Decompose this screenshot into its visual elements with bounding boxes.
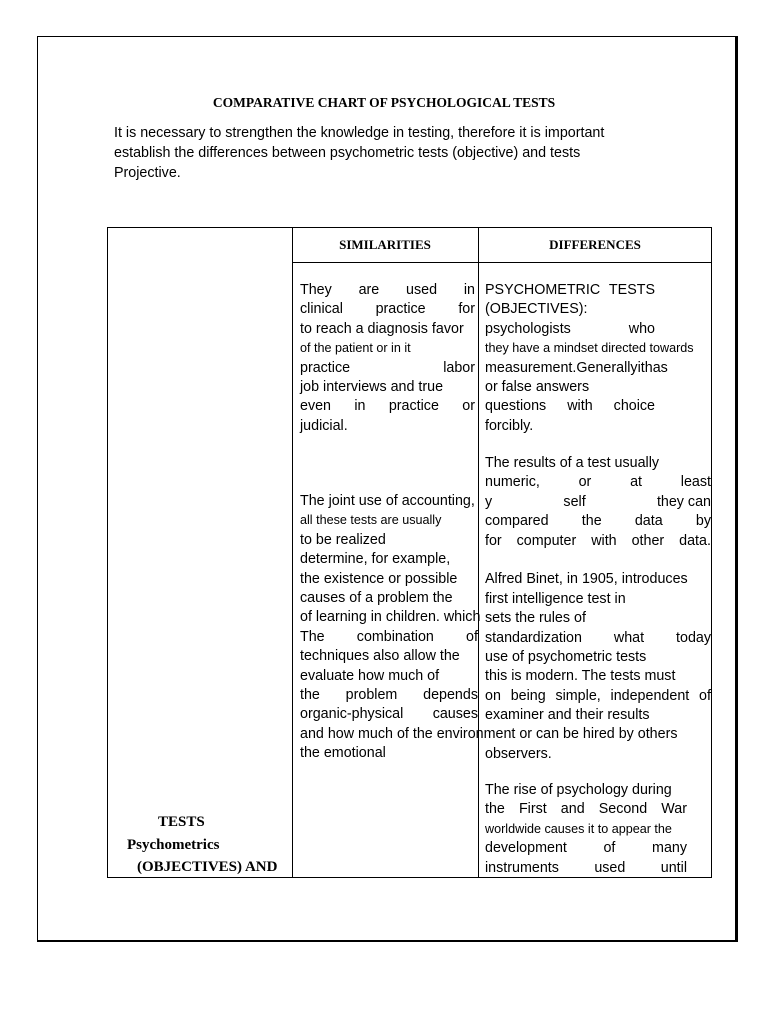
cell-word: sets the rules of	[485, 610, 586, 627]
cell-word: computer	[516, 532, 577, 549]
cell-word: First	[518, 801, 547, 818]
cell-word: with	[567, 398, 593, 415]
cell-word: job interviews and true	[300, 379, 444, 396]
cell-line	[485, 687, 711, 706]
cell-line	[485, 300, 655, 319]
cell-line	[485, 512, 711, 531]
cell-line	[485, 839, 687, 858]
cell-word: of	[466, 628, 478, 645]
cell-line	[485, 493, 711, 512]
cell-line	[485, 454, 711, 473]
cell-word: the existence or possible	[300, 570, 458, 587]
cell-line	[300, 686, 478, 705]
cell-line	[300, 744, 478, 763]
cell-word: They	[300, 282, 332, 298]
cell-line	[485, 281, 655, 300]
document-title: COMPARATIVE CHART OF PSYCHOLOGICAL TESTS	[212, 95, 556, 110]
cell-line	[485, 706, 711, 725]
cell-word: questions	[485, 398, 547, 415]
cell-word: evaluate how much of	[300, 667, 440, 684]
cell-word: other	[631, 532, 665, 549]
cell-word: to reach a diagnosis favor	[300, 320, 464, 337]
similarities-cell-text	[300, 281, 475, 436]
cell-word: compared	[485, 513, 549, 530]
cell-line	[485, 320, 655, 339]
cell-word: organic-physical	[300, 706, 404, 723]
cell-word: has	[644, 359, 668, 376]
cell-word: simple,	[555, 687, 601, 704]
cell-word: Alfred Binet, in 1905, introduces	[485, 571, 688, 588]
cell-line	[485, 609, 711, 628]
cell-line	[485, 473, 711, 492]
cell-word: and how much of the environment or can be hired by others	[300, 725, 678, 742]
header-similarities: SIMILARITIES	[339, 237, 431, 252]
intro-line: It is necessary to strengthen the knowledge in testing, therefore it is important	[114, 125, 605, 141]
differences-cell-text	[485, 281, 694, 436]
cell-word: least	[680, 474, 711, 491]
cell-line	[485, 859, 687, 878]
cell-line	[300, 492, 478, 511]
cell-word: standardization	[485, 629, 582, 646]
cell-line	[485, 781, 687, 800]
cell-word: in	[463, 282, 475, 298]
row-label-objectives: (OBJECTIVES) AND	[137, 859, 278, 875]
cell-word: development	[485, 840, 567, 857]
cell-word: choice	[613, 398, 655, 415]
cell-word: of the patient or in it	[300, 341, 411, 356]
cell-word: worldwide causes it to appear the	[485, 821, 672, 836]
cell-word: observers.	[485, 746, 552, 763]
cell-word: practice	[375, 301, 426, 318]
cell-word: even	[300, 398, 332, 415]
cell-word: self	[563, 493, 586, 510]
cell-line	[485, 378, 655, 397]
cell-line	[300, 359, 475, 378]
column-divider	[478, 227, 479, 878]
intro-line: establish the differences between psychometric tests (objective) and tests	[114, 144, 581, 161]
cell-word: forcibly.	[485, 417, 534, 434]
cell-line	[300, 511, 478, 530]
cell-word: and	[560, 801, 585, 818]
cell-word: the	[485, 801, 505, 818]
cell-word: for	[458, 301, 475, 318]
cell-word: techniques also allow the	[300, 648, 460, 665]
row-label-psychometrics: Psychometrics	[127, 837, 220, 853]
cell-line	[300, 378, 475, 397]
cell-line	[300, 531, 478, 550]
cell-line	[300, 320, 475, 339]
cell-word: examiner and their results	[485, 707, 650, 724]
cell-word: what	[613, 629, 645, 646]
cell-word: PSYCHOMETRIC	[485, 282, 601, 298]
cell-line	[485, 551, 711, 570]
cell-word: y	[485, 493, 493, 510]
cell-word: by	[695, 513, 711, 530]
cell-line	[300, 417, 475, 436]
cell-word: of	[603, 840, 616, 857]
cell-line	[300, 300, 475, 319]
cell-word: independent	[610, 687, 690, 704]
cell-line	[485, 397, 655, 416]
cell-line	[485, 532, 711, 551]
cell-word: War	[661, 801, 687, 818]
cell-line	[485, 417, 655, 436]
cell-word: measurement.	[485, 359, 577, 376]
cell-line	[300, 725, 678, 744]
cell-word: who	[628, 320, 655, 337]
cell-line	[300, 647, 478, 666]
cell-line	[300, 339, 475, 358]
cell-line	[300, 550, 478, 569]
cell-word: the	[581, 513, 602, 530]
cell-line	[300, 397, 475, 416]
header-divider	[292, 262, 712, 263]
cell-line	[485, 359, 668, 378]
cell-word: determine, for example,	[300, 551, 451, 568]
cell-line	[300, 608, 481, 627]
cell-word: first intelligence test in	[485, 590, 626, 607]
cell-line	[485, 629, 711, 648]
cell-word: many	[652, 840, 687, 857]
cell-line	[485, 820, 687, 839]
cell-line	[485, 339, 694, 358]
cell-word: until	[660, 859, 687, 876]
cell-word: numeric,	[485, 474, 540, 491]
cell-word: causes of a problem the	[300, 590, 453, 607]
cell-line	[485, 726, 711, 745]
cell-word: data.	[679, 532, 711, 549]
cell-word: Second	[598, 801, 648, 818]
cell-word: of	[699, 687, 711, 704]
differences-cell-text	[485, 781, 687, 878]
differences-cell-text	[485, 454, 711, 764]
cell-word: judicial.	[300, 417, 348, 434]
cell-word: with	[591, 532, 617, 549]
cell-word: clinical	[300, 301, 343, 318]
cell-line	[485, 667, 711, 686]
row-label-tests: TESTS	[158, 814, 205, 830]
cell-word: The joint use of accounting,	[300, 493, 475, 509]
cell-line	[300, 281, 475, 300]
cell-word: this is modern. The tests must	[485, 668, 676, 685]
intro-line: Projective.	[114, 164, 181, 181]
cell-line	[300, 667, 478, 686]
cell-word: problem	[345, 687, 398, 704]
cell-word: in	[354, 398, 366, 415]
cell-word: or	[462, 398, 475, 415]
cell-line	[485, 570, 711, 589]
cell-word: Generally	[576, 359, 638, 376]
cell-line	[485, 745, 711, 764]
cell-line	[300, 570, 478, 589]
cell-word: it	[637, 359, 645, 376]
cell-word: practice	[300, 359, 351, 376]
cell-line	[485, 800, 687, 819]
cell-word: data	[634, 513, 663, 530]
cell-word: the emotional	[300, 745, 386, 762]
cell-word: today	[676, 629, 711, 646]
cell-word: instruments	[485, 859, 559, 876]
cell-word: The	[300, 628, 325, 645]
header-differences: DIFFERENCES	[549, 237, 641, 252]
cell-word: combination	[356, 628, 434, 645]
cell-word: used	[594, 859, 626, 876]
cell-word: to be realized	[300, 531, 386, 548]
cell-word: on	[485, 687, 501, 704]
cell-word: or	[578, 474, 592, 491]
cell-word: or false answers	[485, 379, 590, 396]
cell-word: for	[485, 532, 502, 549]
cell-word: the	[300, 687, 320, 704]
cell-word: TESTS	[608, 282, 655, 298]
cell-word: labor	[443, 359, 475, 376]
cell-line	[485, 648, 711, 667]
cell-word: The results of a test usually	[485, 455, 660, 471]
cell-word: use of psychometric tests	[485, 649, 647, 666]
cell-word: used	[406, 282, 438, 298]
column-divider	[292, 227, 293, 878]
cell-word: psychologists	[485, 320, 571, 337]
cell-word: are	[358, 282, 380, 298]
cell-word: (OBJECTIVES):	[485, 301, 588, 318]
cell-line	[300, 628, 478, 647]
cell-word: of learning in children. which	[300, 609, 481, 626]
cell-word: being	[510, 687, 546, 704]
cell-word: depends	[423, 687, 478, 704]
cell-line	[300, 705, 478, 724]
cell-line	[485, 590, 711, 609]
cell-word: practice	[388, 398, 439, 415]
cell-word: The rise of psychology during	[485, 782, 672, 798]
intro-paragraph	[114, 124, 604, 183]
cell-word: they have a mindset directed towards	[485, 341, 694, 356]
cell-word: causes	[432, 706, 478, 723]
cell-word: at	[630, 474, 643, 491]
cell-word: all these tests are usually	[300, 513, 442, 528]
cell-word: they can	[656, 493, 711, 510]
cell-line	[300, 589, 478, 608]
